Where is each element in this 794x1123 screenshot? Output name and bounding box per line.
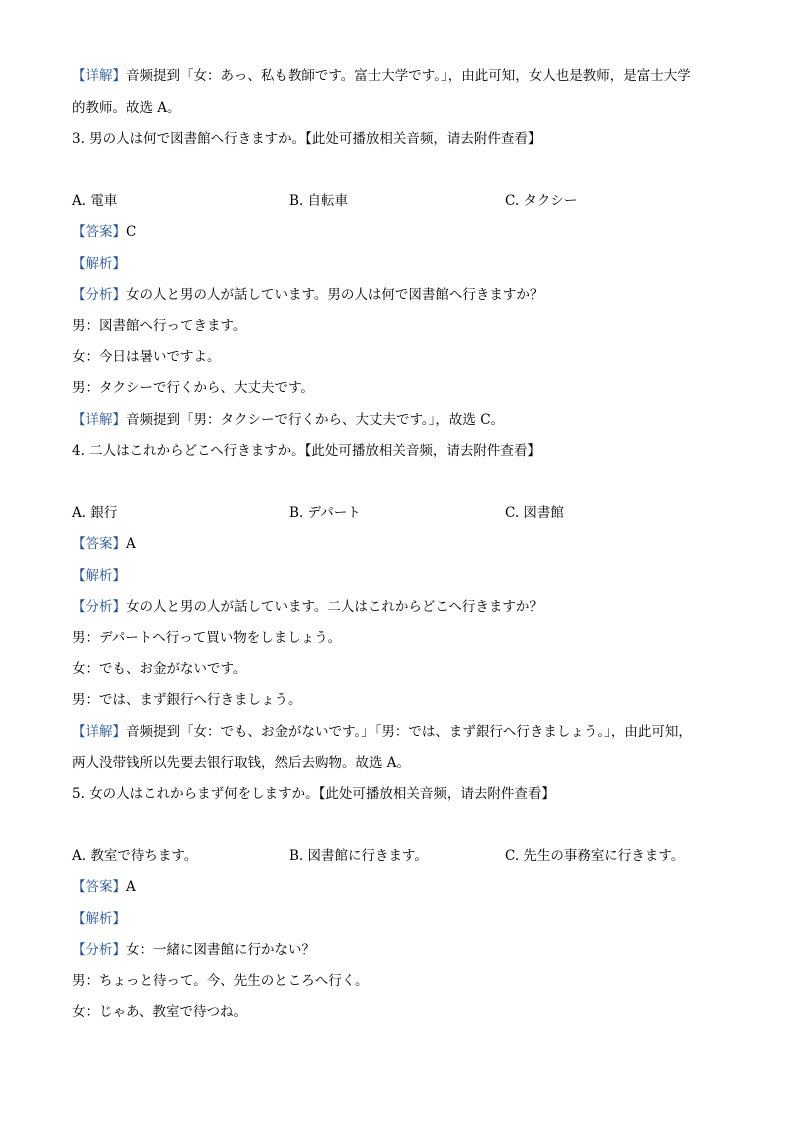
detail-paragraph-q3	[72, 410, 504, 430]
fenxi-text: 女の人と男の人が話しています。二人はこれからどこへ行きますか？	[126, 599, 543, 615]
options-q5	[72, 846, 732, 866]
detail-paragraph-q2	[72, 66, 691, 86]
detail-paragraph-q4	[72, 722, 692, 742]
detail-continuation-q4: 两人没带钱所以先要去银行取钱，然后去购物。故选 A。	[72, 755, 411, 771]
detail-tag: 【详解】	[72, 68, 126, 84]
answer-value: C	[126, 224, 137, 240]
dialogue-line: 女：今日は暑いですよ。	[72, 349, 221, 365]
answer-tag: 【答案】	[72, 224, 126, 240]
detail-tag: 【详解】	[72, 724, 126, 740]
option-b: B. デパート	[289, 505, 361, 521]
answer-q5	[72, 877, 136, 897]
dialogue-line: 女：でも、お金がないです。	[72, 661, 247, 677]
dialogue-line: 男：ちょっと待って。今、先生のところへ行く。	[72, 973, 369, 989]
answer-q3	[72, 222, 136, 242]
detail-text: 音频提到「女：あっ、私も教師です。富士大学です。」，由此可知，女人也是教师，是富士大学	[126, 68, 691, 84]
fenxi-text: 女の人と男の人が話しています。男の人は何で図書館へ行きますか？	[126, 287, 544, 303]
answer-value: A	[126, 879, 136, 895]
option-a: A. 電車	[72, 193, 118, 209]
dialogue-line: 男：では、まず銀行へ行きましょう。	[72, 692, 302, 708]
options-q4	[72, 503, 732, 523]
question-5: 5. 女の人はこれからまず何をしますか。【此处可播放相关音频，请去附件查看】	[72, 786, 555, 802]
detail-tag: 【详解】	[72, 412, 126, 428]
fenxi-paragraph-q4	[72, 597, 543, 617]
options-q3	[72, 191, 732, 211]
fenxi-tag: 【分析】	[72, 287, 126, 303]
answer-tag: 【答案】	[72, 536, 126, 552]
question-4: 4. 二人はこれからどこへ行きますか。【此处可播放相关音频，请去附件查看】	[72, 443, 541, 459]
option-c: C. 図書館	[505, 505, 564, 521]
question-3: 3. 男の人は何で図書館へ行きますか。【此处可播放相关音频，请去附件查看】	[72, 131, 542, 147]
answer-value: A	[126, 536, 136, 552]
dialogue-line: 男：タクシーで行くから、大丈夫です。	[72, 380, 314, 396]
dialogue-line: 女：じゃあ、教室で待つね。	[72, 1004, 247, 1020]
answer-tag: 【答案】	[72, 879, 126, 895]
answer-q4	[72, 534, 136, 554]
fenxi-tag: 【分析】	[72, 599, 126, 615]
analysis-heading-q5: 【解析】	[72, 911, 126, 927]
fenxi-paragraph-q5	[72, 940, 315, 960]
option-b: B. 自転車	[289, 193, 349, 209]
analysis-heading-q3: 【解析】	[72, 256, 126, 272]
fenxi-paragraph-q3	[72, 285, 543, 305]
option-c: C. 先生の事務室に行きます。	[505, 848, 685, 864]
detail-text: 音频提到「男：タクシーで行くから、大丈夫です。」，故选 C。	[126, 412, 505, 428]
fenxi-tag: 【分析】	[72, 942, 126, 958]
option-b: B. 図書館に行きます。	[289, 848, 428, 864]
analysis-heading-q4: 【解析】	[72, 568, 126, 584]
dialogue-line: 男：デパートへ行って買い物をしましょう。	[72, 630, 342, 646]
option-a: A. 銀行	[72, 505, 118, 521]
fenxi-text: 女：一緒に図書館に行かない？	[126, 942, 315, 958]
detail-text: 音频提到「女：でも、お金がないです。」「男：では、まず銀行へ行きましょう。」，由此可知，	[126, 724, 692, 740]
dialogue-line: 男：図書館へ行ってきます。	[72, 318, 247, 334]
detail-continuation-q2: 的教师。故选 A。	[72, 100, 181, 116]
option-a: A. 教室で待ちます。	[72, 848, 198, 864]
option-c: C. タクシー	[505, 193, 578, 209]
